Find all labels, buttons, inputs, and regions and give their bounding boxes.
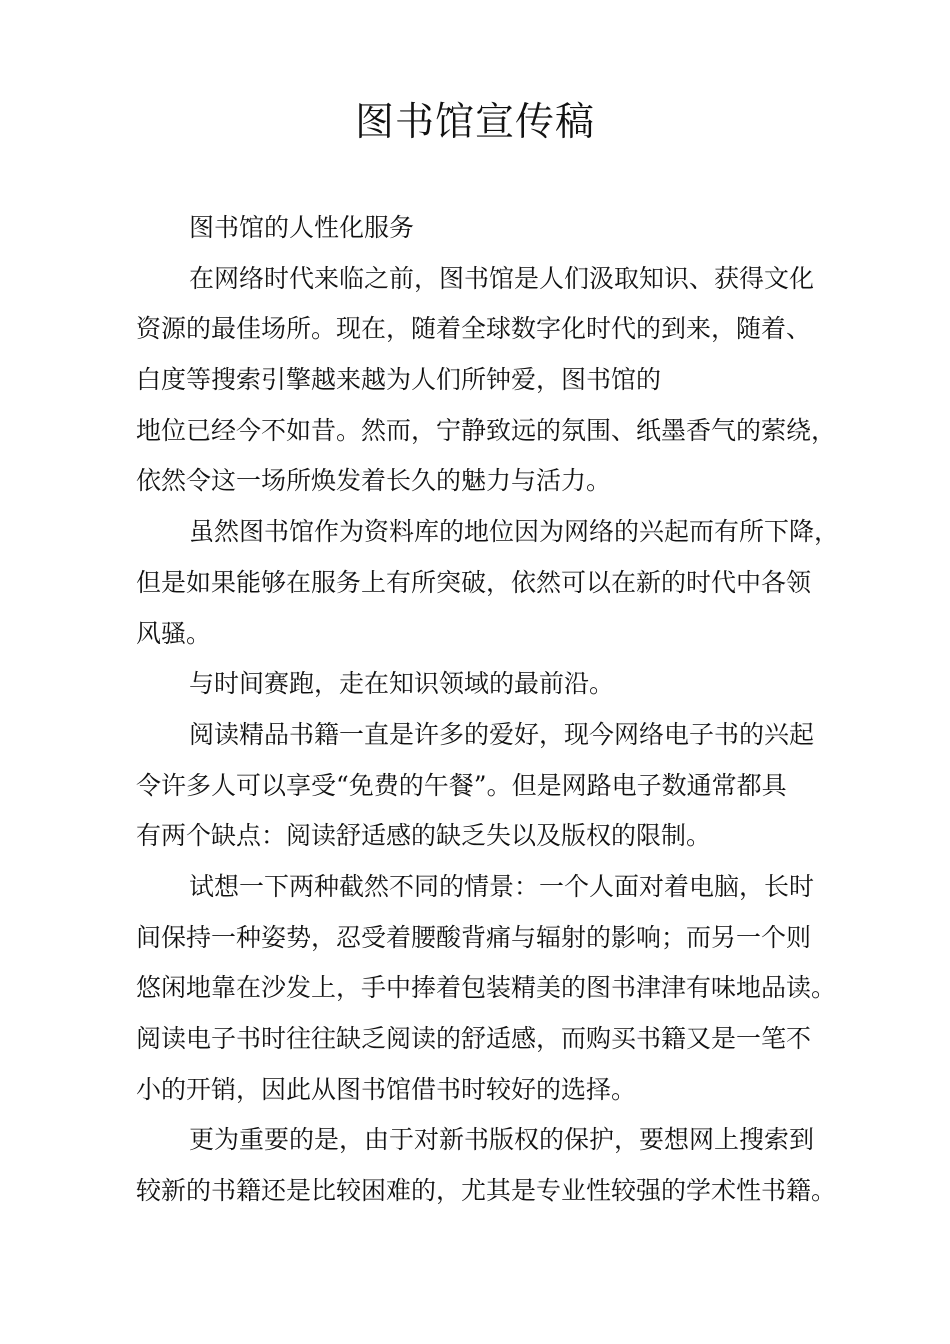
- text-line: 与时间赛跑，走在知识领域的最前沿。: [189, 669, 615, 699]
- text-line: 较新的书籍还是比较困难的，尤其是专业性较强的学术性书籍。: [136, 1176, 837, 1206]
- document-body: [136, 203, 840, 1217]
- text-line: 虽然图书馆作为资料库的地位因为网络的兴起而有所下降，: [189, 517, 840, 547]
- text-line: 试想一下两种截然不同的情景：一个人面对着电脑，长时: [189, 871, 815, 901]
- text-line: 在网络时代来临之前，图书馆是人们汲取知识、获得文化: [189, 263, 815, 293]
- text-line: 风骚。: [136, 618, 212, 648]
- text-line: 资源的最佳场所。现在，随着全球数字化时代的到来，随着、: [136, 314, 812, 344]
- text-line: 小的开销，因此从图书馆借书时较好的选择。: [136, 1074, 637, 1104]
- text-line: 更为重要的是，由于对新书版权的保护，要想网上搜索到: [189, 1125, 815, 1155]
- text-line: 阅读精品书籍一直是许多的爱好，现今网络电子书的兴起: [189, 719, 815, 749]
- document-title: 图书馆宣传稿: [354, 100, 595, 145]
- text-line: 图书馆的人性化服务: [189, 213, 415, 242]
- text-line: 但是如果能够在服务上有所突破，依然可以在新的时代中各领: [136, 567, 812, 597]
- text-line: 白度等搜索引擎越来越为人们所钟爱，图书馆的: [136, 365, 662, 395]
- text-line: 间保持一种姿势，忍受着腰酸背痛与辐射的影响；而另一个则: [136, 922, 812, 952]
- text-line: 悠闲地靠在沙发上，手中捧着包装精美的图书津津有味地品读。: [136, 973, 837, 1003]
- text-line: 地位已经今不如昔。然而，宁静致远的氛围、纸墨香气的萦绕，: [136, 415, 837, 445]
- text-line: 有两个缺点：阅读舒适感的缺乏失以及版权的限制。: [136, 821, 712, 851]
- text-line: 阅读电子书时往往缺乏阅读的舒适感，而购买书籍又是一笔不: [136, 1024, 812, 1053]
- text-line: 依然令这一场所焕发着长久的魅力与活力。: [136, 466, 612, 496]
- text-line: 令许多人可以享受“免费的午餐”。但是网路电子数通常都具: [136, 770, 787, 800]
